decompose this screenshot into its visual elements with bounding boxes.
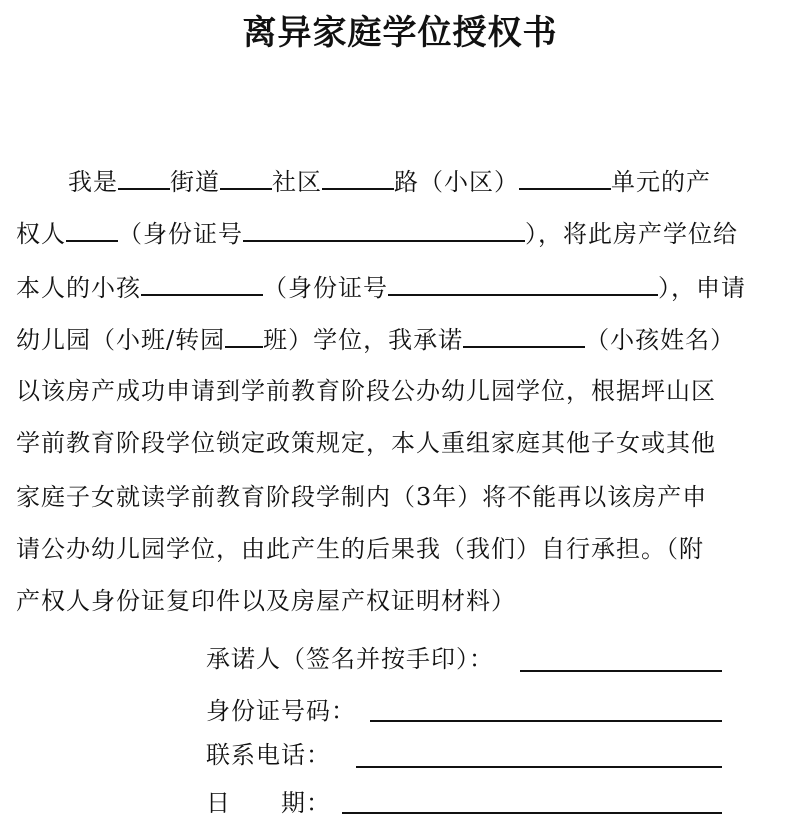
body-line-3 bbox=[16, 268, 746, 305]
body-line-8: 请公办幼儿园学位，由此产生的后果我（我们）自行承担。（附 bbox=[16, 535, 704, 563]
text-segment: 班）学位，我承诺 bbox=[263, 326, 464, 354]
blank-street[interactable] bbox=[118, 162, 170, 190]
text-segment: （身份证号 bbox=[118, 220, 243, 248]
body-line-7: 家庭子女就读学前教育阶段学制内（3年）将不能再以该房产申 bbox=[16, 483, 708, 511]
blank-road[interactable] bbox=[322, 162, 394, 190]
text-segment: ），将此房产学位给 bbox=[525, 220, 738, 248]
promisor-signature-line[interactable] bbox=[520, 670, 722, 672]
text-segment: 幼儿园（小班/转园 bbox=[16, 326, 226, 354]
text-segment: ），申请 bbox=[658, 274, 746, 302]
text-segment: 权人 bbox=[16, 220, 66, 248]
phone-label: 联系电话： bbox=[206, 741, 331, 769]
body-line-9: 产权人身份证复印件以及房屋产权证明材料） bbox=[16, 587, 516, 615]
blank-child-name-2[interactable] bbox=[463, 320, 585, 348]
text-segment: 单元的产 bbox=[611, 168, 711, 196]
blank-child-id[interactable] bbox=[388, 268, 658, 296]
id-number-label: 身份证号码： bbox=[206, 697, 356, 725]
promisor-label: 承诺人（签名并按手印）： bbox=[206, 645, 494, 673]
text-segment: 路（小区） bbox=[394, 168, 519, 196]
date-line[interactable] bbox=[342, 812, 722, 814]
document-title: 离异家庭学位授权书 bbox=[242, 13, 558, 53]
blank-community[interactable] bbox=[220, 162, 272, 190]
blank-unit[interactable] bbox=[519, 162, 611, 190]
blank-child-name[interactable] bbox=[141, 268, 263, 296]
id-number-line[interactable] bbox=[370, 720, 722, 722]
body-line-6: 学前教育阶段学位锁定政策规定，本人重组家庭其他子女或其他 bbox=[16, 429, 716, 457]
blank-owner-id[interactable] bbox=[243, 214, 525, 242]
text-segment: 街道 bbox=[170, 168, 220, 196]
body-line-5: 以该房产成功申请到学前教育阶段公办幼儿园学位，根据坪山区 bbox=[16, 377, 716, 405]
text-segment: 本人的小孩 bbox=[16, 274, 141, 302]
text-segment: 社区 bbox=[272, 168, 322, 196]
text-segment: （身份证号 bbox=[263, 274, 388, 302]
phone-line[interactable] bbox=[356, 766, 722, 768]
body-line-4 bbox=[16, 320, 735, 357]
text-segment: （小孩姓名） bbox=[585, 326, 736, 354]
blank-class[interactable] bbox=[225, 320, 263, 348]
blank-owner[interactable] bbox=[66, 214, 118, 242]
body-line-1 bbox=[68, 162, 711, 199]
text-segment: 我是 bbox=[68, 168, 118, 196]
body-line-2 bbox=[16, 214, 738, 251]
date-label: 日 期： bbox=[206, 789, 331, 817]
